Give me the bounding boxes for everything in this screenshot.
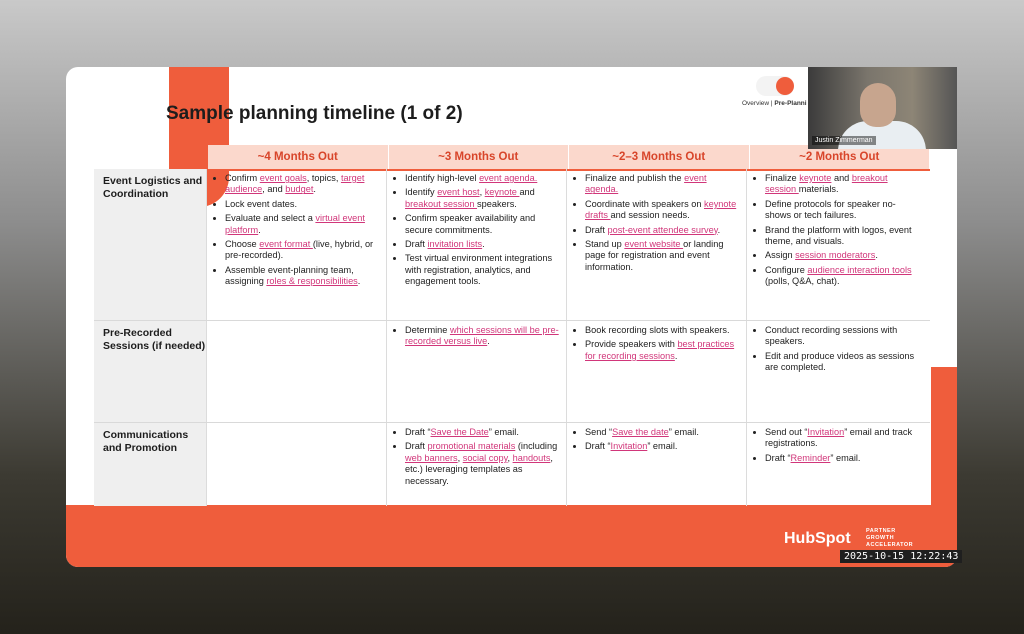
table-row (94, 321, 930, 423)
bullet-item (585, 339, 740, 362)
bullet-item (765, 250, 920, 261)
bullet-text: Send “ (585, 427, 613, 437)
bullet-text: ” email. (488, 427, 519, 437)
bullet-text: Book recording slots with speakers. (585, 325, 730, 335)
bullet-list (575, 427, 740, 453)
resource-link[interactable]: which sessions will be pre-recorded versus live (405, 325, 559, 347)
bullet-text: , (479, 187, 485, 198)
bullet-text: Draft (405, 239, 428, 250)
bullet-item (405, 187, 560, 210)
bullet-text: ” email. (668, 427, 699, 437)
resource-link[interactable]: target audience (225, 173, 365, 195)
table-cell (746, 423, 926, 506)
planning-timeline-table (94, 145, 930, 506)
table-cell (746, 169, 926, 321)
column-header: ~3 Months Out (389, 145, 569, 169)
bullet-text: Draft “ (765, 452, 791, 463)
resource-link[interactable]: keynote drafts (585, 198, 737, 221)
table-cell (566, 423, 746, 506)
bullet-text: materials. (798, 184, 839, 195)
bullet-text: . (487, 336, 490, 347)
bullet-text: , (457, 452, 463, 463)
bullet-item (585, 173, 740, 196)
bullet-list (395, 173, 560, 288)
resource-link[interactable]: Save the date (612, 427, 669, 437)
bullet-list (755, 173, 920, 288)
bullet-list (215, 173, 380, 288)
nav-separator: | (770, 100, 773, 107)
resource-link[interactable]: Invitation (807, 427, 845, 437)
bullet-text: Confirm (225, 173, 260, 183)
bullet-item (765, 453, 920, 464)
resource-link[interactable]: Invitation (610, 441, 648, 452)
resource-link[interactable]: breakout session (765, 173, 888, 195)
bullet-item (765, 427, 920, 450)
bullet-text: Determine (405, 325, 450, 335)
bullet-text: Configure (765, 264, 808, 275)
bullet-item (225, 265, 380, 288)
resource-link[interactable]: web banners (405, 452, 458, 463)
bullet-text: Draft “ (405, 427, 431, 437)
resource-link[interactable]: handouts (512, 452, 551, 463)
bullet-item (405, 325, 560, 348)
table-cell (746, 321, 926, 423)
bullet-text: . (313, 184, 316, 195)
nav-overview-link[interactable]: Overview (742, 100, 770, 107)
bullet-text: , etc.) leveraging templates as necessary. (405, 452, 553, 486)
bullet-text: Identify high-level (405, 173, 480, 183)
bullet-item (585, 427, 740, 438)
bullet-text: speakers. (477, 198, 517, 209)
bullet-text: Finalize (765, 173, 800, 183)
resource-link[interactable]: keynote (484, 187, 520, 198)
bullet-item (765, 173, 920, 196)
bullet-list (575, 325, 740, 362)
bullet-text: and (519, 187, 535, 198)
resource-link[interactable]: budget (285, 184, 314, 195)
table-cell (566, 169, 746, 321)
hubspot-logo: HubSpot (784, 530, 851, 547)
bullet-text: Assign (765, 250, 796, 261)
bullet-text: Brand the platform with logos, event theme, and visuals. (765, 224, 912, 247)
bullet-text: . (717, 224, 721, 235)
bullet-item (405, 441, 560, 487)
resource-link[interactable]: roles & responsibilities (266, 276, 358, 287)
bullet-list (395, 325, 560, 348)
bullet-text: Define protocols for speaker no-shows or tech failures. (765, 198, 896, 221)
bullet-item (405, 213, 560, 236)
bullet-text: and (831, 173, 852, 183)
row-label: Communications and Promotion (94, 423, 206, 506)
bullet-list (755, 427, 920, 464)
resource-link[interactable]: breakout session (405, 198, 478, 209)
bullet-text: Draft (405, 441, 428, 452)
resource-link[interactable]: social copy (462, 452, 508, 463)
bullet-text: . (875, 250, 878, 261)
table-cell (206, 423, 386, 506)
resource-link[interactable]: virtual event platform (225, 213, 365, 235)
column-header: ~4 Months Out (208, 145, 388, 169)
resource-link[interactable]: audience interaction tools (807, 264, 912, 275)
participant-name: Justin Zimmerman (812, 136, 876, 145)
bullet-item (225, 173, 380, 196)
timestamp: 2025-10-15 12:22:43 (840, 550, 962, 563)
resource-link[interactable]: session moderators (795, 250, 876, 261)
bullet-item (405, 173, 560, 184)
bullet-item (585, 441, 740, 452)
bullet-text: ” email. (830, 452, 861, 463)
table-cell (386, 423, 566, 506)
resource-link[interactable]: best practices for recording sessions (585, 339, 735, 361)
bullet-text: Finalize and publish the (585, 173, 685, 183)
bullet-text: Coordinate with speakers on (585, 198, 704, 209)
participant-head (860, 83, 896, 127)
resource-link[interactable]: post-event attendee survey (607, 224, 718, 235)
bullet-item (225, 199, 380, 210)
nav-pre-planning-link[interactable]: Pre-Planni (774, 100, 807, 107)
column-header: ~2–3 Months Out (569, 145, 749, 169)
bullet-item (405, 253, 560, 287)
bullet-text: . (258, 224, 261, 235)
bullet-item (765, 351, 920, 374)
bullet-text: Assemble event-planning team, assigning (225, 264, 354, 287)
resource-link[interactable]: event format (259, 239, 313, 250)
table-cell (386, 169, 566, 321)
resource-link[interactable]: event goals (259, 173, 307, 183)
bullet-text: Test virtual environment integrations with registration, analytics, and engagement tools. (405, 253, 553, 287)
bullet-text: Confirm speaker availability and secure commitments. (405, 213, 536, 235)
bullet-text: (polls, Q&A, chat). (765, 276, 840, 287)
bullet-text: Conduct recording sessions with speakers. (765, 325, 898, 347)
record-icon[interactable] (776, 77, 794, 95)
column-header: ~2 Months Out (750, 145, 930, 169)
bullet-text: Edit and produce videos as sessions are completed. (765, 350, 915, 373)
bullet-text: or landing page for registration and event information. (585, 239, 724, 272)
bullet-list (755, 325, 920, 374)
resource-link[interactable]: event agenda. (479, 173, 538, 183)
bullet-item (765, 225, 920, 248)
bullet-text: , (507, 452, 513, 463)
bullet-item (225, 213, 380, 236)
bullet-list (395, 427, 560, 487)
resource-link[interactable]: Reminder (790, 452, 831, 463)
table-cell (566, 321, 746, 423)
bullet-list (575, 173, 740, 273)
bullet-item (585, 325, 740, 336)
bullet-item (585, 239, 740, 273)
bullet-text: Evaluate and select a (225, 213, 316, 224)
resource-link[interactable]: event website (624, 239, 684, 250)
resource-link[interactable]: invitation lists (427, 239, 483, 250)
bullet-text: and session needs. (610, 210, 690, 221)
table-cell (206, 321, 386, 423)
bullet-text: Choose (225, 239, 260, 250)
bullet-text: Stand up (585, 239, 625, 250)
bullet-text: , and (262, 184, 286, 195)
bullet-item (765, 325, 920, 348)
bullet-item (585, 199, 740, 222)
bullet-text: ” email and track registrations. (765, 427, 913, 449)
partner-growth-accelerator-label: PARTNER GROWTH ACCELERATOR (866, 528, 914, 548)
bullet-text: . (482, 239, 485, 250)
bullet-item (765, 265, 920, 288)
table-row (94, 169, 930, 321)
bullet-text: Send out “ (765, 427, 808, 437)
bullet-text: . (357, 276, 361, 287)
resource-link[interactable]: keynote (799, 173, 832, 183)
bullet-text: ” email. (647, 441, 678, 452)
bullet-text: Draft (585, 224, 608, 235)
bullet-item (225, 239, 380, 262)
bullet-text: Draft “ (585, 441, 611, 452)
slide-navigation (742, 72, 808, 112)
bullet-item (405, 427, 560, 438)
bullet-text: Identify (405, 187, 438, 198)
row-label: Event Logistics and Coordination (94, 169, 206, 321)
bullet-item (405, 239, 560, 250)
bullet-text: (live, hybrid, or pre-recorded). (225, 239, 374, 261)
bullet-text: . (674, 350, 678, 361)
bullet-text: Lock event dates. (225, 198, 298, 209)
bullet-item (765, 199, 920, 222)
table-row (94, 423, 930, 506)
table-cell (206, 169, 386, 321)
row-label: Pre-Recorded Sessions (if needed) (94, 321, 206, 423)
resource-link[interactable]: Save the Date (430, 427, 489, 437)
resource-link[interactable]: event agenda. (585, 173, 707, 195)
participant-video-tile[interactable] (808, 67, 957, 149)
slide-title: Sample planning timeline (1 of 2) (166, 103, 463, 124)
bullet-item (585, 225, 740, 236)
bullet-text: Provide speakers with (585, 339, 678, 350)
bullet-text: , topics, (306, 173, 341, 183)
resource-link[interactable]: promotional materials (427, 441, 516, 452)
bullet-text: (including (515, 441, 558, 452)
table-cell (386, 321, 566, 423)
resource-link[interactable]: event host (437, 187, 480, 198)
